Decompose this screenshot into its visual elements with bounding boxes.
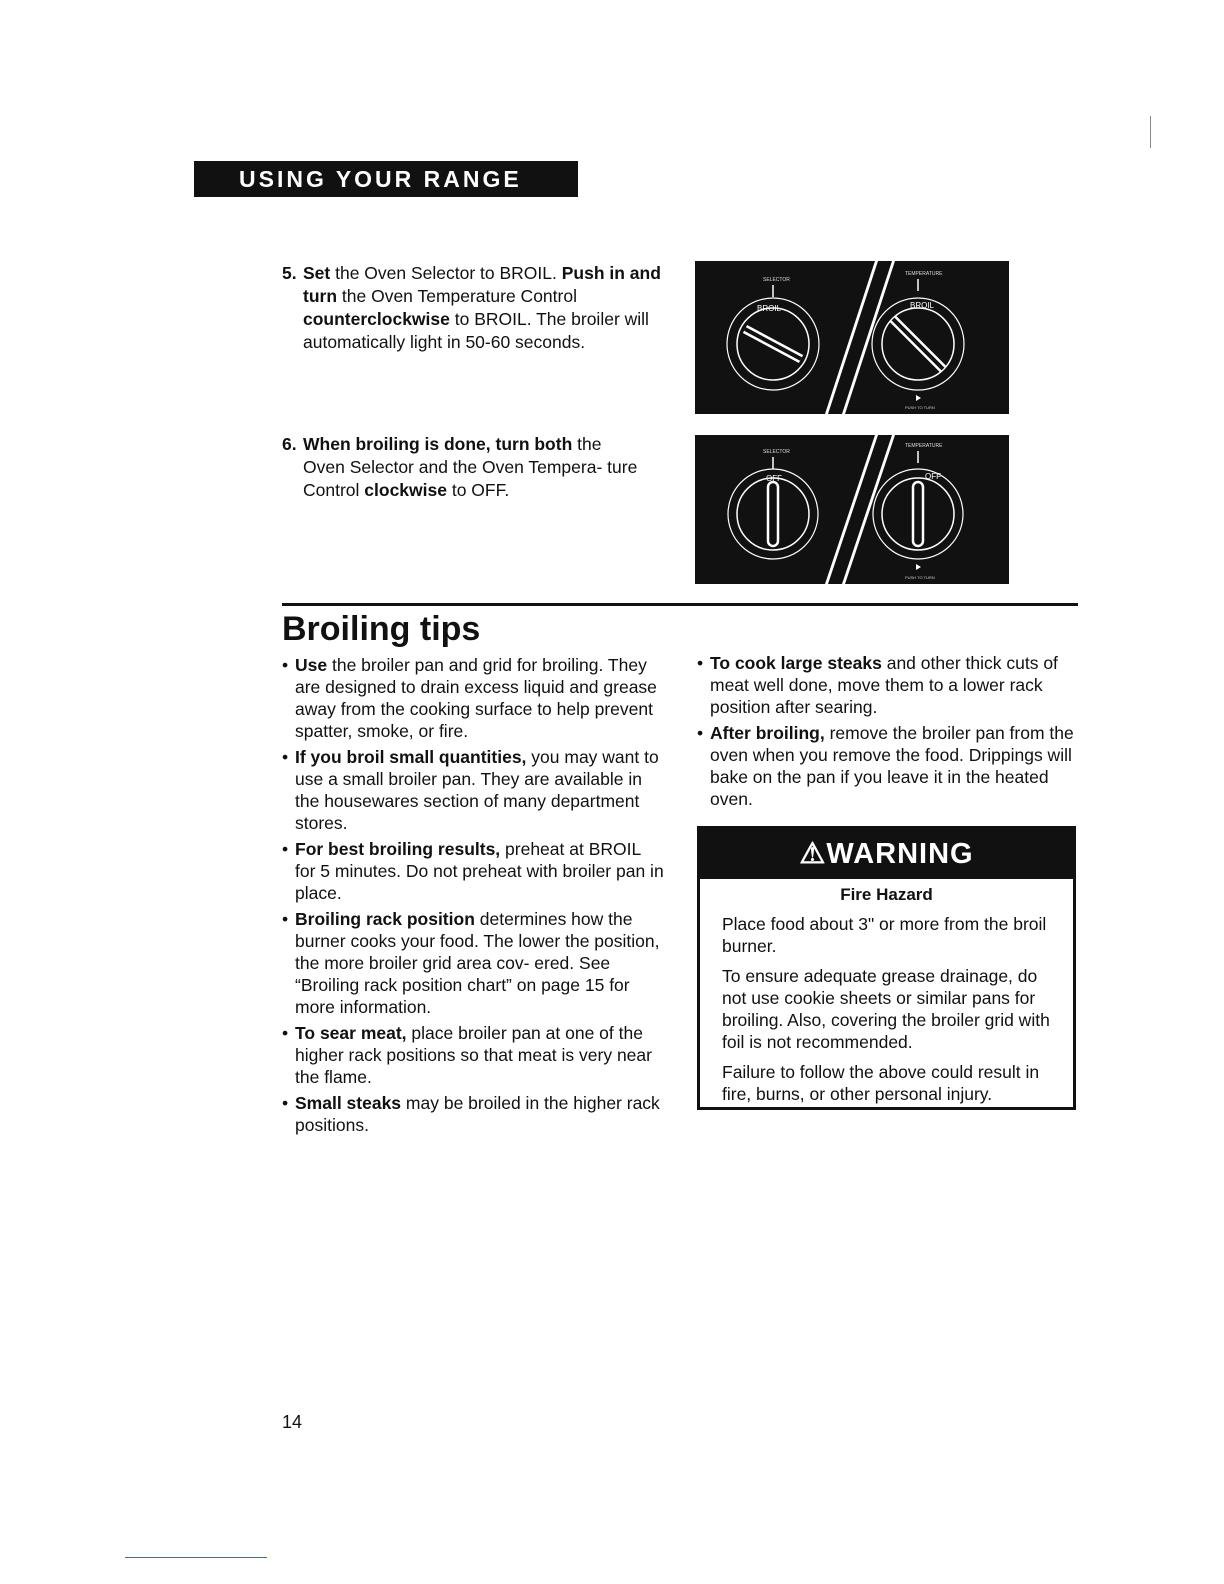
tip-text: determines how the burner cooks your food. The lower the position, the more broiler grid area cov- ered. See “Broiling rack position chart” on page 15 for more information. [295,909,660,1017]
step-text-part: to BROIL. The broiler will automatically light in 50-60 seconds. [303,309,649,352]
svg-text:BROIL: BROIL [757,304,782,313]
temperature-label: TEMPERATURE [905,443,943,449]
step-text-part: the Oven Selector and the Oven Tempera- ture Control [303,434,638,500]
tip-text: may be broiled in the higher rack positions. [295,1093,660,1135]
warning-paragraph: To ensure adequate grease drainage, do not use cookie sheets or similar pans for broiling. Also, covering the broiler grid with foil is not recommended. [722,966,1050,1052]
section-divider [282,603,1078,606]
step-text-part: clockwise [364,480,447,500]
tip-item [282,654,664,742]
tip-text: place broiler pan at one of the higher rack positions so that meat is very near the flame. [295,1023,652,1087]
step-text-part: When broiling is done, turn both [303,434,573,454]
section-title: Broiling tips [282,610,481,648]
tip-lead: To sear meat, [295,1023,407,1043]
step-text-part: to OFF. [446,480,510,500]
control-knobs-broil-illustration [695,261,1009,414]
footer-rule [125,1557,267,1558]
warning-paragraph: Place food about 3" or more from the broil burner. [722,914,1047,956]
selector-knob [727,298,819,390]
svg-text:BROIL: BROIL [910,301,935,310]
step-text-part: Set [303,263,331,283]
push-to-turn-label: PUSH TO TURN [905,405,935,410]
tip-item [282,838,664,904]
tip-lead: If you broil small quantities, [295,747,527,767]
tip-lead: For best broiling results, [295,839,501,859]
tip-item [697,722,1079,810]
step-number: 6. [282,434,297,454]
tip-item [282,908,664,1018]
tip-lead: Small steaks [295,1093,402,1113]
warning-subtitle: Fire Hazard [840,885,933,904]
control-knobs-off-illustration [695,435,1009,584]
tip-lead: After broiling, [710,723,825,743]
tips-right-column [697,652,1079,814]
svg-text:OFF: OFF [925,472,941,481]
tip-text: the broiler pan and grid for broiling. They are designed to drain excess liquid and grease away from the cooking surface to help prevent spatter, smoke, or fire. [295,655,657,741]
tip-item [282,746,664,834]
step-text [303,433,642,502]
warning-box [697,826,1076,1110]
tips-left-column [282,654,664,1140]
temperature-knob [873,469,963,559]
selector-knob [728,469,818,559]
page-number: 14 [282,1412,303,1432]
step-text-part: the Oven Selector to BROIL. [330,263,562,283]
warning-paragraph: Failure to follow the above could result in fire, burns, or other personal injury. [722,1062,1040,1104]
tip-text: remove the broiler pan from the oven when you remove the food. Drippings will bake on the pan if you leave it in the heated oven. [710,723,1074,809]
tip-item [282,1092,664,1136]
step-text-part: Push in and turn [303,263,661,306]
step-text-part: counterclockwise [303,309,450,329]
step-text-part: the Oven Temperature Control [337,286,577,306]
step-text [303,262,672,354]
tip-item [282,1022,664,1088]
tip-text: you may want to use a small broiler pan. They are available in the housewares section of many department stores. [295,747,659,833]
tip-text: preheat at BROIL for 5 minutes. Do not preheat with broiler pan in place. [295,839,664,903]
tip-text: and other thick cuts of meat well done, move them to a lower rack position after searing. [710,653,1058,717]
tip-lead: To cook large steaks [710,653,882,673]
tip-lead: Use [295,655,328,675]
temperature-label: TEMPERATURE [905,271,943,277]
warning-body [700,913,1073,1105]
temperature-knob [872,298,964,390]
push-to-turn-label: PUSH TO TURN [905,575,935,580]
selector-label: SELECTOR [763,277,790,283]
step-6 [282,433,642,502]
step-number: 5. [282,263,297,283]
tip-item [697,652,1079,718]
warning-title: ⚠WARNING [700,829,1073,879]
section-header: USING YOUR RANGE [194,161,578,197]
margin-mark [1150,116,1151,148]
selector-label: SELECTOR [763,449,790,455]
svg-text:OFF: OFF [766,474,782,483]
tip-lead: Broiling rack position [295,909,475,929]
step-5 [282,262,672,354]
